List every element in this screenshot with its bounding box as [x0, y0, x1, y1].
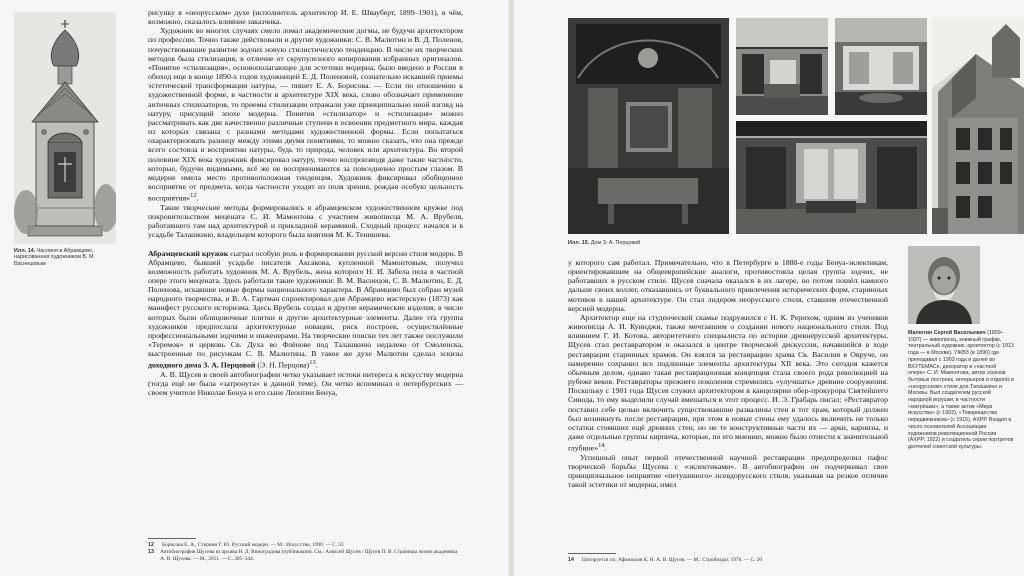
footnotes [568, 557, 888, 564]
caption-label: Илл. 15. [568, 240, 590, 246]
building-facade-photo [932, 18, 1024, 234]
abramtsevo-paragraph: Такие творческие методы формировались в абрамцевском художественном кружке под покровительством мецената С. И. Мамонтова с участием живописца М. А. Врубеля, работавшего там над архитектурой и прикладной керамикой. Сходный процесс начался и в усадьбе Талашкино, владельцем которого была княгиня М. К. Тенишева. [148, 202, 463, 240]
left-page [0, 0, 510, 576]
intro-paragraph: рисунку в «неорусском» духе (исполнитель архитектор И. Е. Швауберт, 1899–1901), в чём, возможно, сказалось влияние заказчика. [148, 8, 463, 27]
caption-text: Дом З. А. Перцовой [590, 240, 641, 246]
shchusev-paragraph: А. В. Щусев в своей автобиографии четко указывает истоки интереса к искусству модерна (тогда ещё не была «затронута» в данной теме). Он четко вспоминал о петербургских — своем учителе Николае Бенуа и его сыне Леонтии Бенуа, [148, 370, 463, 398]
right-text-block [568, 258, 888, 490]
top-paragraph: у которого сам работал. Примечательно, что в Петербурге в 1880-е годы Бенуа-эклектикам, ориентировавшим на общеевропейские аналоги, противостояла целая группа зодчих, не работавших в русском стиле. Щусев сначала оказался в их лагере, но потом пошёл намного дальше своих коллег, отказавшись от буквального привлечения исторических форм, старинных мотивов в нашей архитектуре. Он стал лидером неорусского стиля, ставшим отечественной версией модерна. [568, 258, 888, 313]
caption-label: Илл. 14. [14, 248, 36, 254]
caption-text: Часовня в Абрамцево, нарисованная художником В. М. Васнецовым [14, 248, 95, 267]
interior-photo-top-middle [736, 18, 828, 115]
footnote-rule [568, 553, 616, 554]
footnote-marker[interactable]: 14 [598, 442, 605, 450]
footnote-item: 13 Автобиография Щусева из архива Н. Д. Виноградова (публикация). См.: Алексей Щусев / Щусев П. В. Страницы жизни академика А. В. Щусева. — М., 2011. — С. 305–344. [148, 549, 458, 562]
illustration-15-caption [568, 240, 768, 246]
portrait-caption [908, 330, 1014, 451]
left-text-block [148, 8, 463, 398]
portrait-photo [908, 246, 980, 324]
stylization-paragraph: Художник во многих случаях смело ломал академические догмы, не будучи архитектором по профессии. Точно также действовали и другие художники: С. В. Малютин и В. Д. Поленов, почувствовавшие развитие зодчих новую стилистическую тенденцию. В числе их творческих методов была стилизация, в отличие от скрупулезного копирования избранных оригиналов. «Понятие «стилизация», основополагающее для эстетики модерна, было введено в России в обиход еще в конце 1890-х годов художницей Е. Д. Поленовой, сознательно искавшей приемы эстетической трансформации натуры, — пишет Е. А. Борисова. — Если по отношению к художественной форме, в частности в архитектуре XIX века, слово обозначает применение античных стилизаторов, то приемы стилизации отражали уже принципиально иной взгляд на натуру, присущий эпохе модерна. Понятия «стилизатор» и «стилизация» можно рассматривать как две качественно различные ступени в освоении предметного мира, каждая из которых связана с разными методами художественной формы. Если попытаться охарактеризовать разницу между этими двумя понятиями, то можно сказать, что она прежде всего состояла в восприятии натуры, будь то природа, человек или архитектура. Во второй половине XIX века художник фиксировал натуру, точно воспроизводя даже такие частности, которые, будучи видимыми, всё же не воспринимаются за повседневно простым глазом. В модерне имела место противоположная тенденция. Художник фиксировал обобщенное восприятие от предмета, когда частности уходят из поля зрения, рождая особую цельность восприятия»$^{12}$. [148, 26, 463, 203]
portrait-name: Малютин Сергей Васильевич [908, 330, 986, 336]
portrait-bio: (1859–1937) — живописец, книжный график, театральный художник, архитектор (с 1913 года — в Москве). УЖВЗ (в 1890) где преподавал с 1903 года и далее во ВХУТЕМАСе, декоратор в «частной опере» С. И. Мамонтова, автор эскизов бытовых построек, интерьеров и отделок в «неорусском» стиле для Талашкино и Москвы. Был создателем русской народной игрушки, в частности «матрёшки», а также актив «Мира искусства» (с 1903), «Товарищества передвижников» (с 1915), АХРР. Входил в число основателей Ассоциации художников революционной России (АХРР; 1922) и создатель серии портретов деятелей советской культуры. [908, 330, 1014, 450]
footnote-item: 14 Цитируется по: Афанасьев К. Н. А. В. Щусев. — М.: Стройиздат, 1978. — С. 20 [568, 557, 762, 563]
illustration-14-caption [14, 248, 118, 267]
footnote-marker[interactable]: 13 [309, 359, 316, 367]
middle-paragraph: Архитектор еще на студенческой скамье подружился с Н. К. Рерихом, одним из учеников живописца А. И. Куинджи, также мечтавшим о создании нового национального стиля. Под влиянием Г. И. Котова, авторитетного специалиста по истории древнерусской архитектуры, Щусев стал реставратором и оказался в центре творческой дискуссии, начавшейся в ходе реставрации старинных храмов. Он взялся за реставрацию храма Св. Василия в Овруче, он намеренно сохранил все подлинные элементы архитектуры XII века. Это сегодня кажется обычным делом, однако такая реставрационная концепция стала своего рода революцией на рубеже веков. Реставраторы прежнего поколения стремились «улучшать» древние сооружения. Поскольку с 1901 года Щусев служил архитектором в канцелярии обер-прокурора Святейшего Синода, то ему выделили случай вмешаться в этот процесс. И. Э. Грабарь писал: «Реставратор поставил себе целью включить существовавшие развалины стен в тот храм, который должен был возникнуть после реставрации, при этом в новые стены ему удалось включить не только остатки стоявших ещё древних стен, но не те конструктивные части их — арки, карнизы, и даже отдельные группы кирпича, которые, по его мнению, можно было отнести к значительной глубине»$^{14}$. [568, 312, 888, 453]
circle-paragraph: Абрамцевский кружок сыграл особую роль в формировании русской версии стиля модерн. В Абрамцево, бывшей усадьбе писателя Аксакова, купленной Мамонтовым, получил возможность работать художник М. А. Врубель, жена которого Н. И. Забела пела в частной опере этого мецената. Здесь работали такие художники: В. М. Васнецов, С. В. Малютин, Е. Д. Поленова, искавшие новые формы национального характера. В Абрамцево был собран музей народного творчества, и В. А. Гартман спроектировал для Абрамцево мастерскую (1873) как манифест русского историзма. Здесь Врубель создал и другие керамические изделия, в числе которых были облицовочные плитки и другие архитектурные элементы. Далее эта группа художников предпослала архитектурные новации, риск построек, осуществлённые профессиональными зодчими и инженерами. На творческие поиски тех лет также послужили «Теремок» и церковь Св. Духа во Флёнове под Талашкино недалеко от Смоленска, выстроенные по рисункам С. В. Малютина. В такое же духе Малютин сделал эскизы доходного дома З. А. Перцовой (Э. Н. Перцова)$^{13}$. [148, 248, 463, 370]
interior-photo-large [568, 18, 729, 234]
right-page [514, 0, 1024, 576]
bold-term: доходного дома З. А. Перцовой [148, 360, 256, 370]
footnotes [148, 542, 463, 563]
interior-photo-bottom [736, 121, 927, 234]
interior-photo-top-right [835, 18, 927, 115]
chapel-illustration [14, 12, 116, 244]
footnote-rule [148, 538, 196, 539]
footnote-marker[interactable]: 12 [190, 192, 197, 200]
footnote-item: 12 Борисова Е. А., Стернин Г. Ю. Русский модерн. — М.: Искусство, 1990. — С. 53 [148, 542, 344, 548]
bottom-paragraph: Успешный опыт первой отечественной научной реставрации предопределил пафос творческой борьбы Щусева с «эклектиками». В автобиографии он подчеркивал свое принципиальное неприятие «петушиного» псевдорусского стиля, указывая на резкое отличие такой эстетики от модерна, имел [568, 452, 888, 490]
section-heading: Абрамцевский кружок [148, 248, 229, 258]
